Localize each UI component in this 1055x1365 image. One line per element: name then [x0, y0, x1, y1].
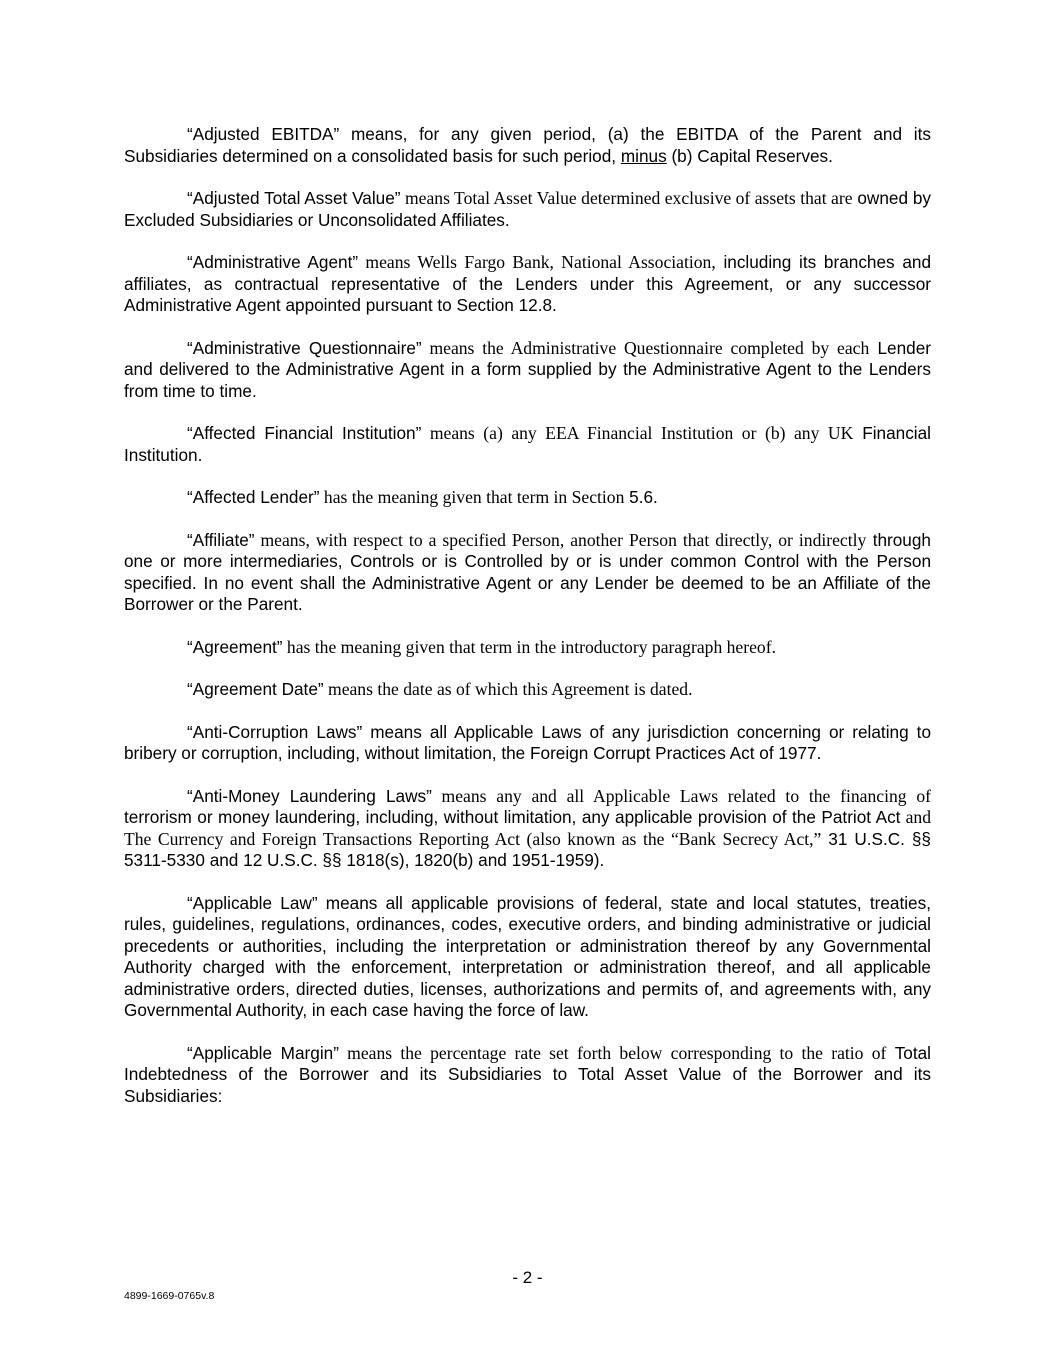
- definition-text: 5.6.: [624, 487, 658, 507]
- definition-text: means Total Asset Value determined exclusive of assets that are: [400, 188, 853, 208]
- definition-text: means all applicable provisions of federal, state and local statutes, treaties, rules, guidelines, regulations, ordinances, codes, executive orders, and binding administrative or judicial precedents or authorities, including the interpretation or administration thereof by any Governmental Authority charged with the enforcement, interpretation or administration thereof, and all applicable administrative orders, directed duties, licenses, authorizations and permits of, and agreements with, any Governmental Authority, in each case having the force of law.: [124, 892, 931, 1020]
- document-body: [124, 124, 931, 1128]
- definition-text: means the percentage rate set forth below corresponding to the ratio of: [338, 1042, 887, 1063]
- definition-applicable-margin: [124, 1043, 931, 1108]
- definition-affected-financial-institution: [124, 423, 931, 466]
- definition-text: means any and all Applicable Laws related to the financing of: [431, 785, 931, 806]
- definition-text: owned by Excluded Subsidiaries or Unconsolidated Affiliates.: [124, 188, 931, 230]
- defined-term: “Applicable Law”: [187, 892, 318, 913]
- definition-text: (b) Capital Reserves.: [666, 145, 833, 166]
- definition-anti-corruption-laws: [124, 722, 931, 765]
- definition-text: means, with respect to a specified Person, another Person that directly, or indirectly: [254, 529, 867, 550]
- definition-text: including its branches and affiliates, as contractual representative of the Lenders under this Agreement, or any successor Administrative Agent appointed pursuant to Section 12.8.: [124, 252, 932, 315]
- definition-text: means all Applicable Laws of any jurisdiction concerning or relating to bribery or corruption, including, without limitation, the Foreign Corrupt Practices Act of 1977.: [124, 721, 932, 763]
- definition-affected-lender: [124, 487, 931, 509]
- definition-affiliate: [124, 530, 931, 616]
- defined-term: “Anti-Money Laundering Laws”: [187, 785, 432, 806]
- definition-text: Total Indebtedness of the Borrower and its Subsidiaries to Total Asset Value of the Borrower and its Subsidiaries:: [124, 1042, 931, 1106]
- definition-adjusted-total-asset-value: [124, 188, 931, 231]
- underlined-word: minus: [620, 145, 667, 166]
- defined-term: “Agreement”: [187, 636, 283, 657]
- definition-agreement: [124, 637, 931, 659]
- definition-adjusted-ebitda: [124, 124, 931, 167]
- definition-text: means Wells Fargo Bank, National Association,: [358, 252, 716, 272]
- definition-text: means (a) any EEA Financial Institution or (b) any UK: [421, 423, 854, 443]
- definition-administrative-questionnaire: [124, 338, 931, 403]
- page-number: - 2 -: [512, 1268, 543, 1287]
- definition-text: 31 U.S.C. §§ 5311-5330 and 12 U.S.C. §§ 1818(s), 1820(b) and 1951-1959).: [124, 828, 931, 870]
- definition-administrative-agent: [124, 252, 931, 317]
- definition-anti-money-laundering-laws: [124, 786, 931, 872]
- definition-text: through one or more intermediaries, Controls or is Controlled by or is under common Control with the Person specified. In no event shall the Administrative Agent or any Lender be deemed to be an Affiliate of the Borrower or the Parent.: [124, 529, 931, 614]
- defined-term: “Anti-Corruption Laws”: [187, 721, 363, 742]
- defined-term: “Administrative Agent”: [187, 252, 359, 272]
- defined-term: “Agreement Date”: [187, 679, 324, 699]
- defined-term: “Administrative Questionnaire”: [187, 337, 422, 358]
- defined-term: “Affected Financial Institution”: [187, 423, 422, 443]
- definition-text: and The Currency and Foreign Transactions Reporting Act (also known as the “Bank Secrecy Act,”: [124, 807, 931, 849]
- defined-term: “Applicable Margin”: [187, 1042, 339, 1063]
- definition-text: has the meaning given that term in the introductory paragraph hereof.: [282, 636, 776, 657]
- defined-term: “Adjusted EBITDA”: [187, 124, 340, 144]
- document-id: 4899-1669-0765v.8: [124, 1290, 215, 1302]
- definition-text: means the date as of which this Agreement is dated.: [323, 679, 693, 699]
- definition-agreement-date: [124, 679, 931, 701]
- definition-text: has the meaning given that term in Section: [319, 487, 625, 507]
- definition-applicable-law: [124, 893, 931, 1022]
- definition-text: means, for any given period, (a) the EBITDA of the Parent and its Subsidiaries determined on a consolidated basis for such period,: [124, 124, 931, 166]
- definition-text: means the Administrative Questionnaire completed by each: [421, 337, 870, 358]
- definition-text: Lender and delivered to the Administrative Agent in a form supplied by the Administrative Agent to the Lenders from time to time.: [124, 337, 931, 401]
- defined-term: “Adjusted Total Asset Value”: [187, 188, 401, 208]
- definition-text: terrorism or money laundering, including, without limitation, any applicable provision of the Patriot Act: [124, 807, 901, 827]
- definition-text: Financial Institution.: [124, 423, 931, 465]
- defined-term: “Affected Lender”: [187, 487, 320, 507]
- defined-term: “Affiliate”: [187, 529, 255, 550]
